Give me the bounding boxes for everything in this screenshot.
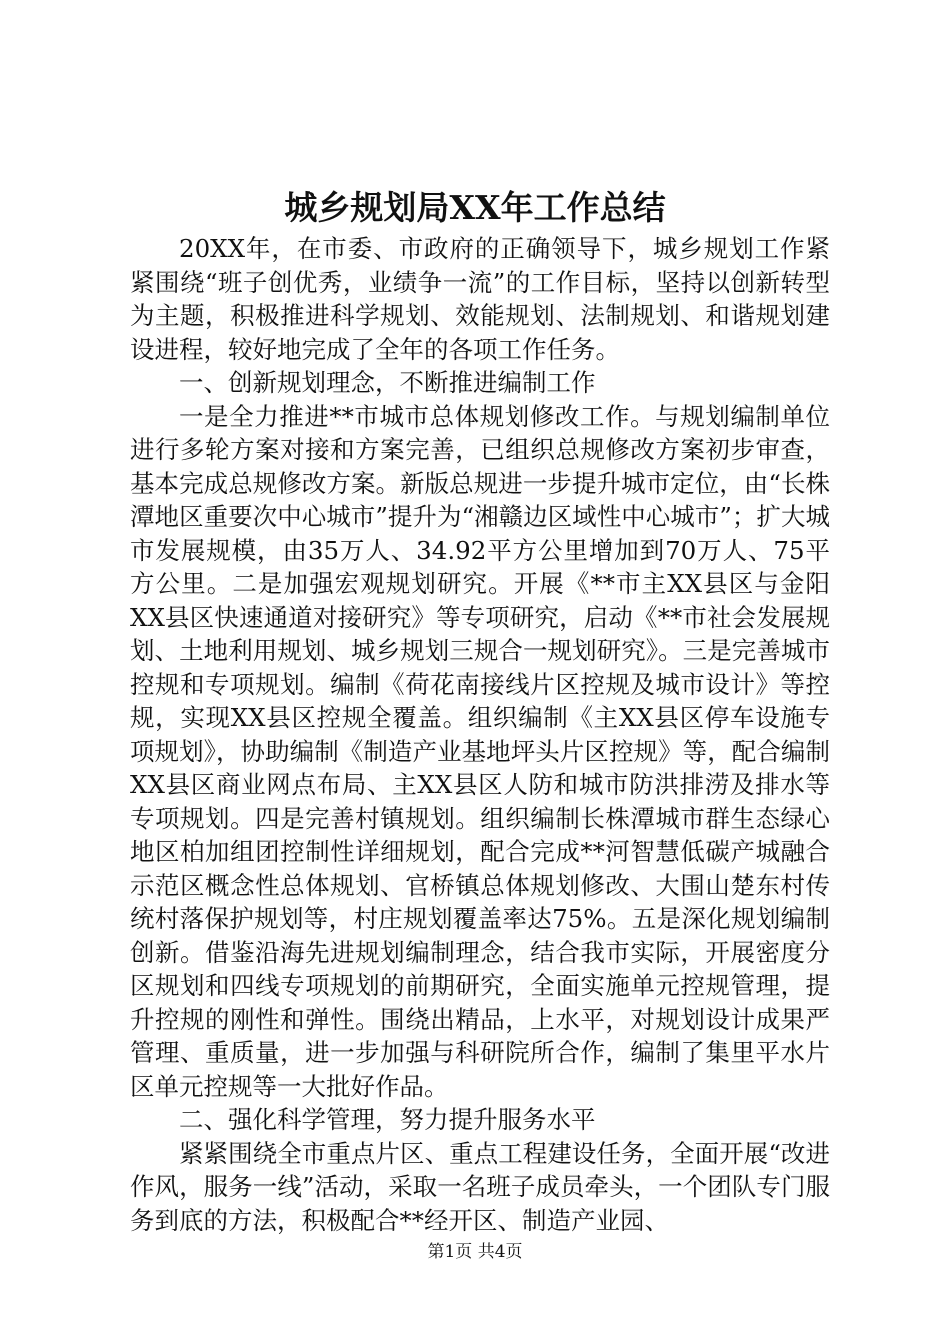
paragraph-section-1: 一是全力推进**市城市总体规划修改工作。与规划编制单位进行多轮方案对接和方案完善，已组织总规修改方案初步审查，基本完成总规修改方案。新版总规进一步提升城市定位，由“长株潭地区重要次中心城市”提升为“湘赣边区域性中心城市”；扩大城市发展规模，由35万人、34.92平方公里增加到70万人、75平方公里。二是加强宏观规划研究。开展《**市主XX县区与金阳XX县区快速通道对接研究》等专项研究，启动《**市社会发展规划、土地利用规划、城乡规划三规合一规划研究》。三是完善城市控规和专项规划。编制《荷花南接线片区控规及城市设计》等控规，实现XX县区控规全覆盖。组织编制《主XX县区停车设施专项规划》，协助编制《制造产业基地坪头片区控规》等，配合编制XX县区商业网点布局、主XX县区人防和城市防洪排涝及排水等专项规划。四是完善村镇规划。组织编制长株潭城市群生态绿心地区柏加组团控制性详细规划，配合完成**河智慧低碳产城融合示范区概念性总体规划、官桥镇总体规划修改、大围山楚东村传统村落保护规划等，村庄规划覆盖率达75%。五是深化规划编制创新。借鉴沿海先进规划编制理念，结合我市实际，开展密度分区规划和四线专项规划的前期研究，全面实施单元控规管理，提升控规的刚性和弹性。围绕出精品，上水平，对规划设计成果严管理、重质量，进一步加强与科研院所合作，编制了集里平水片区单元控规等一大批好作品。 <box>130 401 830 1101</box>
paragraph-section-2: 紧紧围绕全市重点片区、重点工程建设任务，全面开展“改进作风，服务一线”活动，采取一名班子成员牵头，一个团队专门服务到底的方法，积极配合**经开区、制造产业园、 <box>130 1138 830 1235</box>
paragraph-intro: 20XX年，在市委、市政府的正确领导下，城乡规划工作紧紧围绕“班子创优秀，业绩争一流”的工作目标，坚持以创新转型为主题，积极推进科学规划、效能规划、法制规划、和谐规划建设进程，较好地完成了全年的各项工作任务。 <box>130 234 830 364</box>
document-body <box>130 232 830 1237</box>
document-title: 城乡规划局XX年工作总结 <box>284 188 666 227</box>
section-heading-2: 二、强化科学管理，努力提升服务水平 <box>179 1105 596 1134</box>
page-footer: 第1页 共4页 <box>427 1242 523 1262</box>
section-heading-1: 一、创新规划理念，不断推进编制工作 <box>179 368 596 397</box>
